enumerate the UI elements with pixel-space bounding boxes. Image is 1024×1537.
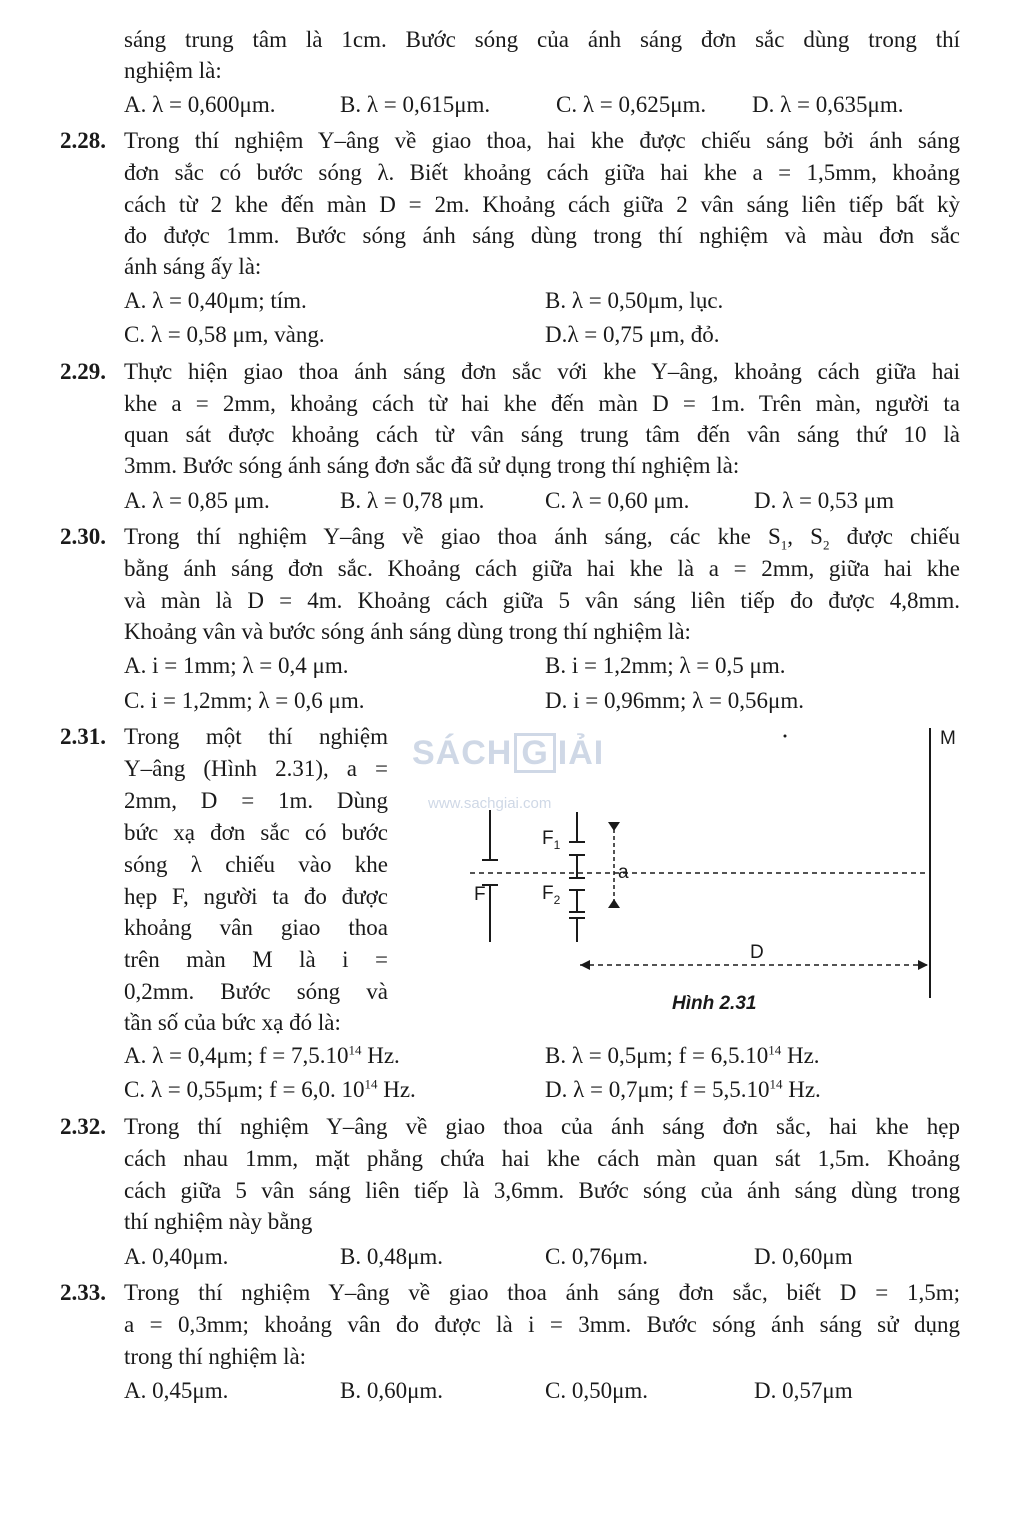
q231-line-7: khoảng vân giao thoa xyxy=(124,915,388,940)
q227-option-d: D. λ = 0,635μm. xyxy=(752,92,904,117)
q229-line-2: khe a = 2mm, khoảng cách từ hai khe đến màn D = 1m. Trên màn, người ta xyxy=(124,391,960,416)
q228-option-b: B. λ = 0,50μm, lục. xyxy=(545,288,724,313)
q228-line-2: đơn sắc có bước sóng λ. Biết khoảng cách giữa hai khe a = 1,5mm, khoảng xyxy=(124,160,960,185)
q229-line-3: quan sát được khoảng cách từ vân sáng trung tâm đến vân sáng thứ 10 là xyxy=(124,422,960,447)
q233-option-d: D. 0,57μm xyxy=(754,1378,853,1403)
q231-line-1: Trong một thí nghiệm xyxy=(124,724,388,749)
q232-line-3: cách giữa 5 vân sáng liên tiếp là 3,6mm. Bước sóng của ánh sáng dùng trong xyxy=(124,1178,960,1203)
q230-option-c: C. i = 1,2mm; λ = 0,6 μm. xyxy=(124,688,365,713)
q228-line-4: đo được 1mm. Bước sóng ánh sáng dùng trong thí nghiệm và màu đơn sắc xyxy=(124,223,960,248)
q233-option-b: B. 0,60μm. xyxy=(340,1378,444,1403)
q228-option-c: C. λ = 0,58 μm, vàng. xyxy=(124,322,325,347)
q228-line-5: ánh sáng ấy là: xyxy=(124,254,262,279)
q231-line-5: sóng λ chiếu vào khe xyxy=(124,852,388,877)
q232-option-a: A. 0,40μm. xyxy=(124,1244,229,1269)
q228-option-d: D.λ = 0,75 μm, đỏ. xyxy=(545,322,720,347)
label-f2: $F_2$ xyxy=(542,883,561,907)
q228-line-3: cách từ 2 khe đến màn D = 2m. Khoảng cách giữa 2 vân sáng liên tiếp bất kỳ xyxy=(124,192,960,217)
q227-line-1: sáng trung tâm là 1cm. Bước sóng của ánh sáng đơn sắc dùng trong thí xyxy=(124,27,960,52)
q232-line-2: cách nhau 1mm, mặt phẳng chứa hai khe cách màn quan sát 1,5m. Khoảng xyxy=(124,1146,960,1171)
q231-line-2: Y–âng (Hình 2.31), a = xyxy=(124,756,388,781)
q229-option-d: D. λ = 0,53 μm xyxy=(754,488,894,513)
q227-line-2: nghiệm là: xyxy=(124,58,222,83)
watermark-logo: SÁCH G IẢI xyxy=(412,734,605,772)
q227-option-c: C. λ = 0,625μm. xyxy=(556,92,707,117)
q231-option-c: C. λ = 0,55μm; f = 6,0. $10^{14}$ Hz. xyxy=(124,1076,416,1102)
q233-line-3: trong thí nghiệm là: xyxy=(124,1344,307,1369)
q231-number: 2.31. xyxy=(60,724,106,749)
q231-line-8: trên màn M là i = xyxy=(124,947,388,972)
q230-line-1: Trong thí nghiệm Y–âng về giao thoa ánh sáng, các khe $S_1$, $S_2$ được chiếu xyxy=(124,524,960,553)
q229-line-4: 3mm. Bước sóng ánh sáng đơn sắc đã sử dụng trong thí nghiệm là: xyxy=(124,453,740,478)
q233-line-2: a = 0,3mm; khoảng vân đo được là i = 3mm. Bước sóng ánh sáng sử dụng xyxy=(124,1312,960,1337)
label-m: M xyxy=(940,728,956,749)
q227-option-a: A. λ = 0,600μm. xyxy=(124,92,276,117)
q229-option-c: C. λ = 0,60 μm. xyxy=(545,488,690,513)
q232-option-d: D. 0,60μm xyxy=(754,1244,853,1269)
q233-option-a: A. 0,45μm. xyxy=(124,1378,229,1403)
q227-option-b: B. λ = 0,615μm. xyxy=(340,92,491,117)
q230-line-2: bằng ánh sáng đơn sắc. Khoảng cách giữa hai khe là a = 2mm, giữa hai khe xyxy=(124,556,960,581)
q230-line-3: và màn là D = 4m. Khoảng cách giữa 5 vân sáng liên tiếp đo được 4,8mm. xyxy=(124,588,960,613)
q229-line-1: Thực hiện giao thoa ánh sáng đơn sắc với khe Y–âng, khoảng cách giữa hai xyxy=(124,359,960,384)
q231-option-d: D. λ = 0,7μm; $f = 5,5.10^{14}$ Hz. xyxy=(545,1076,821,1102)
label-a: a xyxy=(618,862,629,883)
q230-number: 2.30. xyxy=(60,524,106,549)
q229-option-b: B. λ = 0,78 μm. xyxy=(340,488,485,513)
q231-line-9: 0,2mm. Bước sóng và xyxy=(124,979,388,1004)
q228-line-1: Trong thí nghiệm Y–âng về giao thoa, hai khe được chiếu sáng bởi ánh sáng xyxy=(124,128,960,153)
q233-line-1: Trong thí nghiệm Y–âng về giao thoa ánh sáng đơn sắc, biết D = 1,5m; xyxy=(124,1280,960,1305)
q232-option-b: B. 0,48μm. xyxy=(340,1244,444,1269)
q232-option-c: C. 0,76μm. xyxy=(545,1244,649,1269)
q231-line-10: tần số của bức xạ đó là: xyxy=(124,1010,341,1035)
q230-option-a: A. i = 1mm; λ = 0,4 μm. xyxy=(124,653,349,678)
q233-option-c: C. 0,50μm. xyxy=(545,1378,649,1403)
q230-line-4: Khoảng vân và bước sóng ánh sáng dùng trong thí nghiệm là: xyxy=(124,619,691,644)
watermark-url: www.sachgiai.com xyxy=(428,795,552,812)
q232-line-1: Trong thí nghiệm Y–âng về giao thoa của ánh sáng đơn sắc, hai khe hẹp xyxy=(124,1114,960,1139)
q229-option-a: A. λ = 0,85 μm. xyxy=(124,488,270,513)
q231-line-3: 2mm, D = 1m. Dùng xyxy=(124,788,388,813)
q231-line-6: hẹp F, người ta đo được xyxy=(124,884,388,909)
q231-option-b: B. λ = 0,5μm; $f = 6,5.10^{14}$ Hz. xyxy=(545,1042,820,1068)
q228-number: 2.28. xyxy=(60,128,106,153)
q228-option-a: A. λ = 0,40μm; tím. xyxy=(124,288,307,313)
q230-option-b: B. i = 1,2mm; λ = 0,5 μm. xyxy=(545,653,786,678)
label-f: F xyxy=(474,884,486,905)
q231-option-a: A. λ = 0,4μm; $f = 7,5.10^{14}$ Hz. xyxy=(124,1042,400,1068)
q232-number: 2.32. xyxy=(60,1114,106,1139)
q233-number: 2.33. xyxy=(60,1280,106,1305)
q232-line-4: thí nghiệm này bằng xyxy=(124,1209,313,1234)
label-d: D xyxy=(750,942,764,963)
q229-number: 2.29. xyxy=(60,359,106,384)
q230-option-d: D. i = 0,96mm; λ = 0,56μm. xyxy=(545,688,804,713)
label-f1: $F_1$ xyxy=(542,828,561,852)
q231-line-4: bức xạ đơn sắc có bước xyxy=(124,820,388,845)
figure-caption: Hình 2.31 xyxy=(672,993,757,1014)
